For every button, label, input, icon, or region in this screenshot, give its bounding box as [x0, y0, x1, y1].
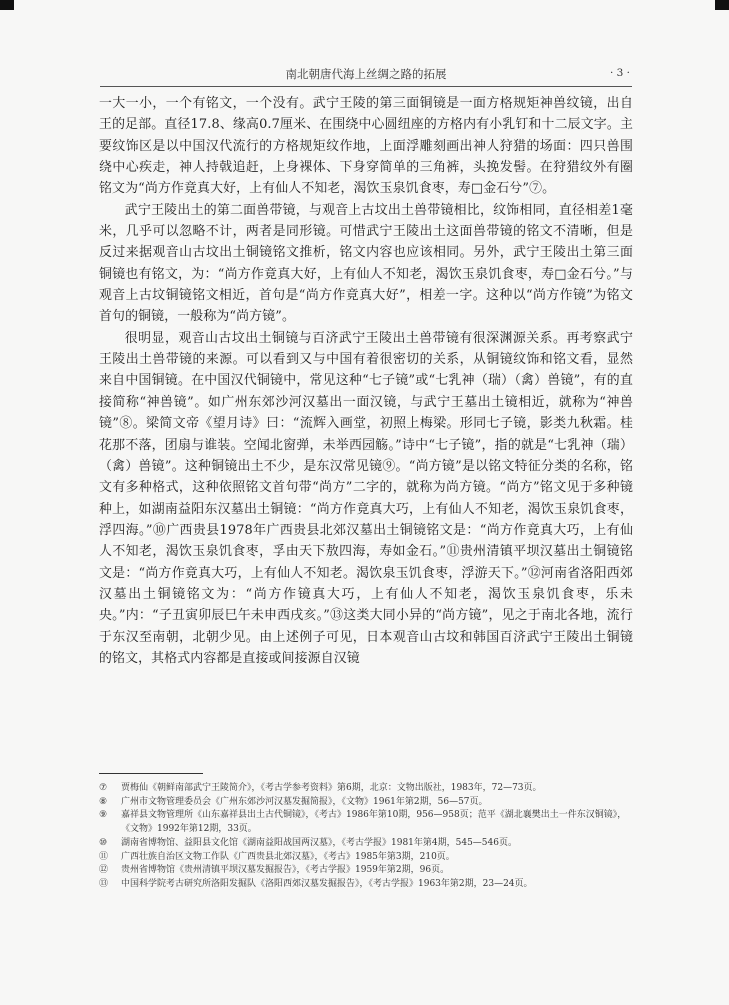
- footnote: [99, 837, 633, 851]
- footnote-text: 广州市文物管理委员会《广州东郊沙河汉墓发掘简报》，《文物》1961年第2期，56—57页。: [121, 796, 488, 807]
- paragraph: 武宁王陵出土的第二面兽带镜，与观音上古坟出土兽带镜相比，纹饰相同，直径相差1毫米，几乎可以忽略不计，两者是同形镜。可惜武宁王陵出土这面兽带镜的铭文不清晰，但是反过来据观音山古坟出土铜镜铭文推析，铭文内容也应该相同。另外，武宁王陵出土第三面铜镜也有铭文，为：“尚方作竟真大好，上有仙人不知老，渴饮玉泉饥食枣，寿□金石兮。”与观音上古坟铜镜铭文相近，首句是“尚方作竟真大好”，相差一字。这种以“尚方作镜”为铭文首句的铜镜，一般称为“尚方镜”。: [99, 202, 633, 325]
- paragraph-continuation: 一大一小，一个有铭文，一个没有。武宁王陵的第三面铜镜是一面方格规矩神兽纹镜，出自王的足部。直径17.8、缘高0.7厘米、在围绕中心圆纽座的方格内有小乳钉和十二辰文字。主要纹饰区是以中国汉代流行的方格规矩纹作地，上面浮雕刻画出神人狩猎的场面：四只兽围绕中心疾走，神人持戟追赶，上身裸体、下身穿简单的三角裤，头挽发髻。在狩猎纹外有圈铭文为“尚方作竟真大好，上有仙人不知老，渴饮玉泉饥食枣，寿□金石兮”⑦。: [99, 96, 633, 197]
- body-text: [99, 93, 633, 669]
- running-header: [100, 64, 632, 87]
- footnote: [99, 782, 633, 796]
- footnote: [99, 809, 633, 836]
- footnote-text: 嘉祥县文物管理所《山东嘉祥县出土古代铜镜》，《考古》1986年第10期，956—958页；范平《湖北襄樊出土一件东汉铜镜》，《文物》1992年第12期，33页。: [121, 810, 627, 835]
- footnote: [99, 878, 633, 892]
- paragraph: 很明显，观音山古坟出土铜镜与百济武宁王陵出土兽带镜有很深渊源关系。再考察武宁王陵出土兽带镜的来源。可以看到又与中国有着很密切的关系，从铜镜纹饰和铭文看，显然来自中国铜镜。在中国汉代铜镜中，常见这种“七子镜”或“七乳神（瑞）（禽）兽镜”，有的直接简称“神兽镜”。如广州东郊沙河汉墓出一面汉镜，与武宁王墓出土镜相近，就称为“神兽镜”⑧。梁简文帝《望月诗》曰：“流辉入画堂，初照上梅梁。形同七子镜，影类九秋霜。桂花那不落，团扇与谁装。空闻北窗弹，未举西园觞。”诗中“七子镜”，指的就是“七乳神（瑞）（禽）兽镜”。这种铜镜出土不少，是东汉常见镜⑨。“尚方镜”是以铭文特征分类的名称，铭文有多种格式，这种依照铭文首句带“尚方”二字的，就称为尚方镜。“尚方”铭文见于多种镜种上，如湖南益阳东汉墓出土铜镜：“尚方作竟真大巧，上有仙人不知老，渴饮玉泉饥食枣，浮四海。”⑩广西贵县1978年广西贵县北郊汉墓出土铜镜铭文是：“尚方作竟真大巧，上有仙人不知老，渴饮玉泉饥食枣，孚由天下敖四海，寿如金石。”⑪贵州清镇平坝汉墓出土铜镜铭文是：“尚方作竟真大巧，上有仙人不知老。渴饮泉玉饥食枣，浮游天下。”⑫河南省洛阳西郊汉墓出土铜镜铭文为：“尚方作镜真大巧，上有仙人不知老，渴饮玉泉饥食枣，乐未央。”内：“子丑寅卯辰巳午未申西戌亥。”⑬这类大同小异的“尚方镜”，见之于南北各地，流行于东汉至南朝，北朝少见。由上述例子可见，日本观音山古坟和韩国百济武宁王陵出土铜镜的铭文，其格式内容都是直接或间接源自汉镜: [99, 330, 633, 666]
- corner-mark-left: [0, 0, 14, 10]
- footnote: [99, 864, 633, 878]
- footnote-number: ⑧: [99, 796, 108, 807]
- footnote-text: 贵州省博物馆《贵州清镇平坝汉墓发掘报告》，《考古学报》1959年第2期，96页。: [121, 865, 450, 876]
- page-number: · 3 ·: [609, 67, 630, 79]
- footnote: [99, 796, 633, 810]
- footnote: [99, 851, 633, 865]
- footnote-separator: [99, 773, 203, 774]
- header-title: 南北朝唐代海上丝绸之路的拓展: [285, 67, 447, 81]
- footnote-number: ⑦: [99, 783, 108, 793]
- footnote-text: 中国科学院考古研究所洛阳发掘队《洛阳西郊汉墓发掘报告》，《考古学报》1963年第2期，23—24页。: [121, 878, 533, 889]
- footnote-text: 广西壮族自治区文物工作队《广西贵县北郊汉墓》，《考古》1985年第3期，210页。: [121, 851, 455, 862]
- footnote-number: ⑩: [99, 837, 108, 848]
- footnote-number: ⑨: [99, 810, 108, 821]
- footnotes: [99, 782, 633, 892]
- footnote-number: ⑬: [99, 878, 109, 889]
- footnote-number: ⑪: [99, 851, 109, 862]
- footnote-text: 湖南省博物馆、益阳县文化馆《湖南益阳战国两汉墓》，《考古学报》1981年第4期，545—546页。: [121, 837, 517, 848]
- corner-mark-right: [715, 0, 729, 10]
- footnote-number: ⑫: [99, 865, 109, 876]
- footnote-text: 贾梅仙《朝鲜南部武宁王陵简介》，《考古学参考资料》第6期，北京：文物出版社，1983年，72—73页。: [121, 783, 542, 793]
